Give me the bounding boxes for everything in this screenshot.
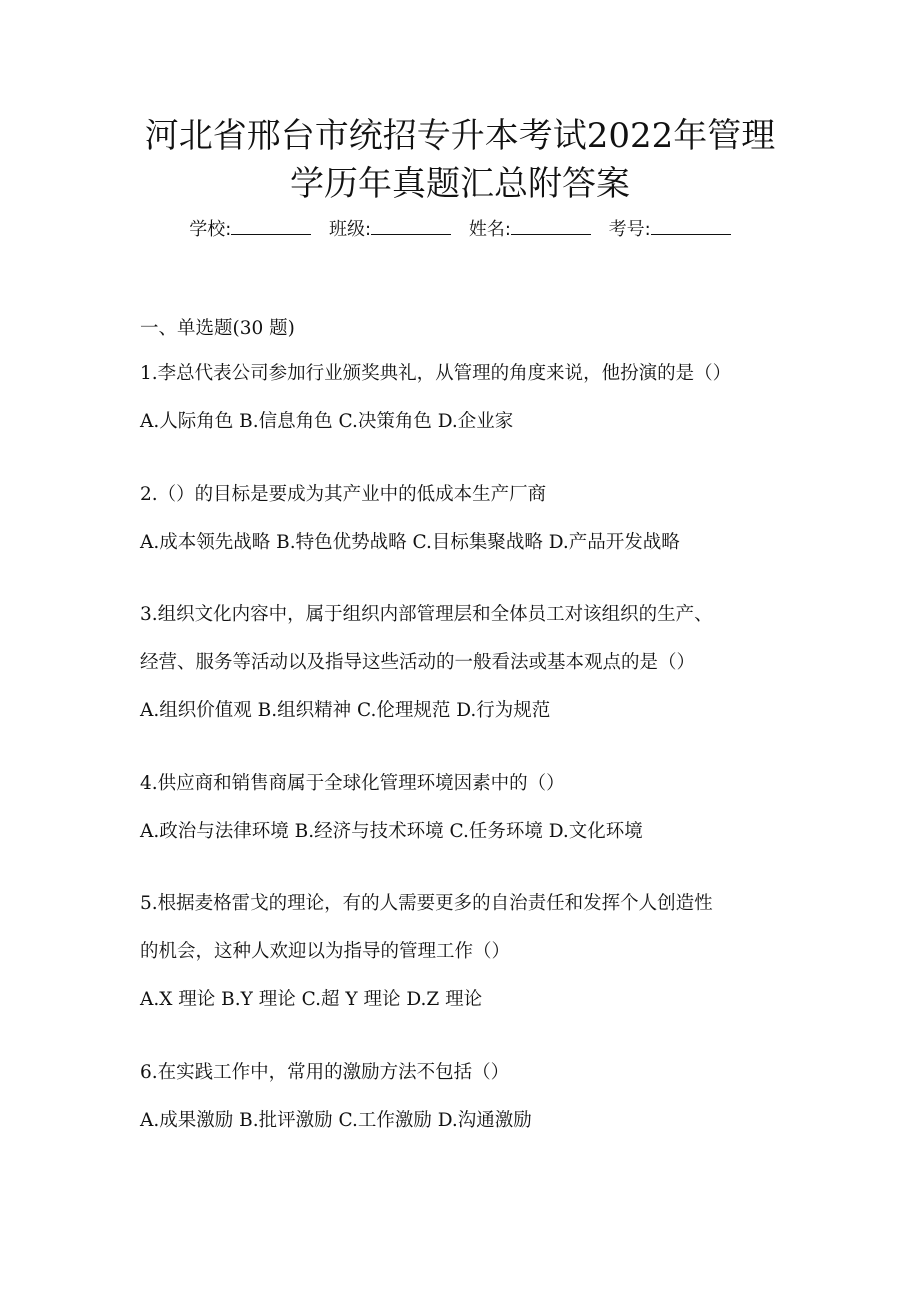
question-3-stem-line-2: 经营、服务等活动以及指导这些活动的一般看法或基本观点的是（） xyxy=(140,652,696,673)
question-1-stem: 1.李总代表公司参加行业颁奖典礼，从管理的角度来说，他扮演的是（） xyxy=(140,363,732,384)
class-label: 班级: xyxy=(329,219,372,240)
name-blank xyxy=(511,216,591,235)
student-info-row xyxy=(0,216,920,243)
question-1-options: A.人际角色 B.信息角色 C.决策角色 D.企业家 xyxy=(140,411,514,432)
section-heading: 一、单选题(30 题) xyxy=(140,318,295,339)
question-4-options: A.政治与法律环境 B.经济与技术环境 C.任务环境 D.文化环境 xyxy=(140,821,643,842)
exam-number-blank xyxy=(651,216,731,235)
school-label: 学校: xyxy=(189,219,232,240)
question-5-options: A.X 理论 B.Y 理论 C.超 Y 理论 D.Z 理论 xyxy=(140,989,483,1010)
school-blank xyxy=(231,216,311,235)
exam-number-label: 考号: xyxy=(608,219,651,240)
question-2-stem: 2.（）的目标是要成为其产业中的低成本生产厂商 xyxy=(140,484,547,505)
question-3-options: A.组织价值观 B.组织精神 C.伦理规范 D.行为规范 xyxy=(140,700,551,721)
question-2-options: A.成本领先战略 B.特色优势战略 C.目标集聚战略 D.产品开发战略 xyxy=(140,532,680,553)
question-5-stem-line-1: 5.根据麦格雷戈的理论，有的人需要更多的自治责任和发挥个人创造性 xyxy=(140,893,713,914)
question-6-stem: 6.在实践工作中，常用的激励方法不包括（） xyxy=(140,1062,510,1083)
question-4-stem: 4.供应商和销售商属于全球化管理环境因素中的（） xyxy=(140,773,565,794)
document-title-line-1: 河北省邢台市统招专升本考试2022年管理 xyxy=(144,116,776,156)
class-field xyxy=(329,216,451,243)
name-field xyxy=(469,216,591,243)
question-3-stem-line-1: 3.组织文化内容中，属于组织内部管理层和全体员工对该组织的生产、 xyxy=(140,604,713,625)
exam-number-field xyxy=(609,216,731,243)
class-blank xyxy=(371,216,451,235)
school-field xyxy=(189,216,311,243)
question-6-options: A.成果激励 B.批评激励 C.工作激励 D.沟通激励 xyxy=(140,1110,532,1131)
document-title-line-2: 学历年真题汇总附答案 xyxy=(290,164,630,204)
name-label: 姓名: xyxy=(468,219,511,240)
question-5-stem-line-2: 的机会，这种人欢迎以为指导的管理工作（） xyxy=(140,941,511,962)
